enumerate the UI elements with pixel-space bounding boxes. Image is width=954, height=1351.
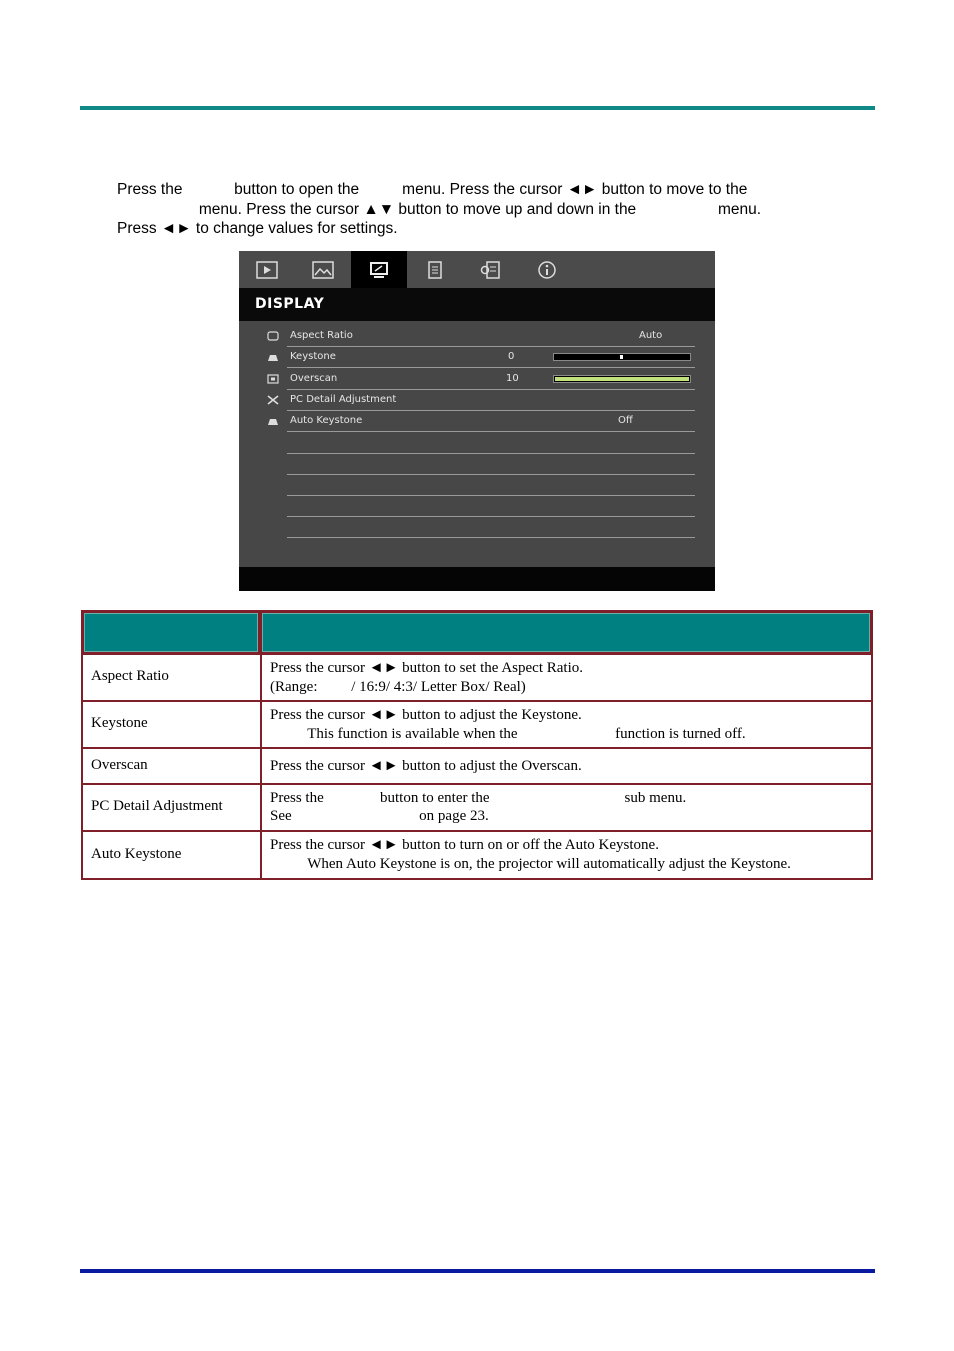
osd-title: DISPLAY: [255, 296, 325, 312]
keystone-slider-knob[interactable]: [620, 355, 623, 359]
intro-line-1: Press the button to open the menu. Press the cursor ◄► button to move to the: [117, 181, 748, 198]
table-cell-item: Overscan: [91, 757, 148, 773]
table-row: [81, 785, 873, 832]
osd-row-label: Overscan: [290, 373, 338, 384]
overscan-slider-fill: [555, 377, 689, 381]
osd-row-label: PC Detail Adjustment: [290, 394, 397, 405]
table-cell-item: PC Detail Adjustment: [91, 798, 223, 814]
osd-row-pc-detail[interactable]: [263, 390, 695, 411]
keystone-icon: [267, 352, 279, 362]
tab-settings-icon[interactable]: [407, 251, 463, 288]
table-cell-item: Keystone: [91, 715, 148, 731]
osd-row-divider: [287, 431, 695, 432]
osd-row-value: 0: [508, 351, 515, 362]
table-cell-item: Aspect Ratio: [91, 668, 169, 684]
intro-line-2: menu. Press the cursor ▲▼ button to move up and down in the menu.: [117, 201, 762, 218]
footer-rule: [80, 1269, 875, 1273]
table-cell-desc-line1: Press the cursor ◄► button to turn on or off the Auto Keystone.: [270, 837, 659, 853]
osd-empty-divider: [287, 495, 695, 496]
table-row: [81, 832, 873, 880]
table-row: [81, 655, 873, 702]
column-divider: [260, 702, 262, 747]
tab-play-icon[interactable]: [239, 251, 295, 288]
keystone-slider[interactable]: [553, 353, 691, 361]
overscan-slider[interactable]: [553, 375, 691, 383]
table-cell-item: Auto Keystone: [91, 846, 182, 862]
intro-line-3: Press ◄► to change values for settings.: [117, 220, 398, 237]
table-cell-desc-line1: Press the cursor ◄► button to set the Aspect Ratio.: [270, 660, 583, 676]
column-divider: [260, 785, 262, 830]
osd-row-label: Auto Keystone: [290, 415, 363, 426]
osd-row-label: Keystone: [290, 351, 336, 362]
osd-title-bar: [239, 288, 715, 321]
aspect-ratio-icon: [267, 331, 279, 341]
table-cell-desc-line1: Press the cursor ◄► button to adjust the Keystone.: [270, 707, 582, 723]
osd-tab-bar: [239, 251, 715, 288]
column-divider: [260, 749, 262, 783]
osd-row-aspect-ratio[interactable]: [263, 326, 695, 347]
tools-icon: [267, 394, 279, 406]
osd-row-auto-keystone[interactable]: [263, 411, 695, 432]
tab-settings-advanced-icon[interactable]: [463, 251, 519, 288]
tab-display-icon[interactable]: [351, 251, 407, 288]
settings-table: [81, 610, 873, 880]
table-cell-desc-line1: Press the button to enter the sub menu.: [270, 790, 687, 806]
table-header: [81, 610, 873, 655]
osd-empty-divider: [287, 537, 695, 538]
overscan-icon: [267, 374, 279, 384]
osd-row-keystone[interactable]: [263, 347, 695, 368]
table-header-description: [262, 613, 870, 652]
osd-empty-divider: [287, 474, 695, 475]
table-cell-desc-line1: Press the cursor ◄► button to adjust the Overscan.: [270, 758, 582, 774]
osd-row-label: Aspect Ratio: [290, 330, 353, 341]
table-cell-desc-line2: This function is available when the function is turned off.: [270, 726, 746, 742]
osd-footer-bar: [239, 567, 715, 591]
osd-empty-divider: [287, 516, 695, 517]
osd-row-value: Auto: [639, 330, 663, 341]
table-row: [81, 749, 873, 785]
table-cell-desc-line2: (Range: / 16:9/ 4:3/ Letter Box/ Real): [270, 679, 526, 695]
auto-keystone-icon: [267, 416, 279, 426]
osd-row-divider: [287, 367, 695, 368]
osd-row-value: Off: [618, 415, 633, 426]
column-divider: [260, 832, 262, 878]
table-header-item: [84, 613, 258, 652]
osd-row-value: 10: [506, 373, 519, 384]
table-cell-desc-line2: When Auto Keystone is on, the projector will automatically adjust the Keystone.: [270, 856, 791, 872]
tab-info-icon[interactable]: [519, 251, 575, 288]
column-divider: [260, 655, 262, 700]
table-row: [81, 702, 873, 749]
header-rule: [80, 106, 875, 110]
osd-display-menu: [239, 251, 715, 591]
osd-row-overscan[interactable]: [263, 369, 695, 390]
osd-empty-divider: [287, 453, 695, 454]
tab-image-icon[interactable]: [295, 251, 351, 288]
table-cell-desc-line2: See on page 23.: [270, 808, 489, 824]
